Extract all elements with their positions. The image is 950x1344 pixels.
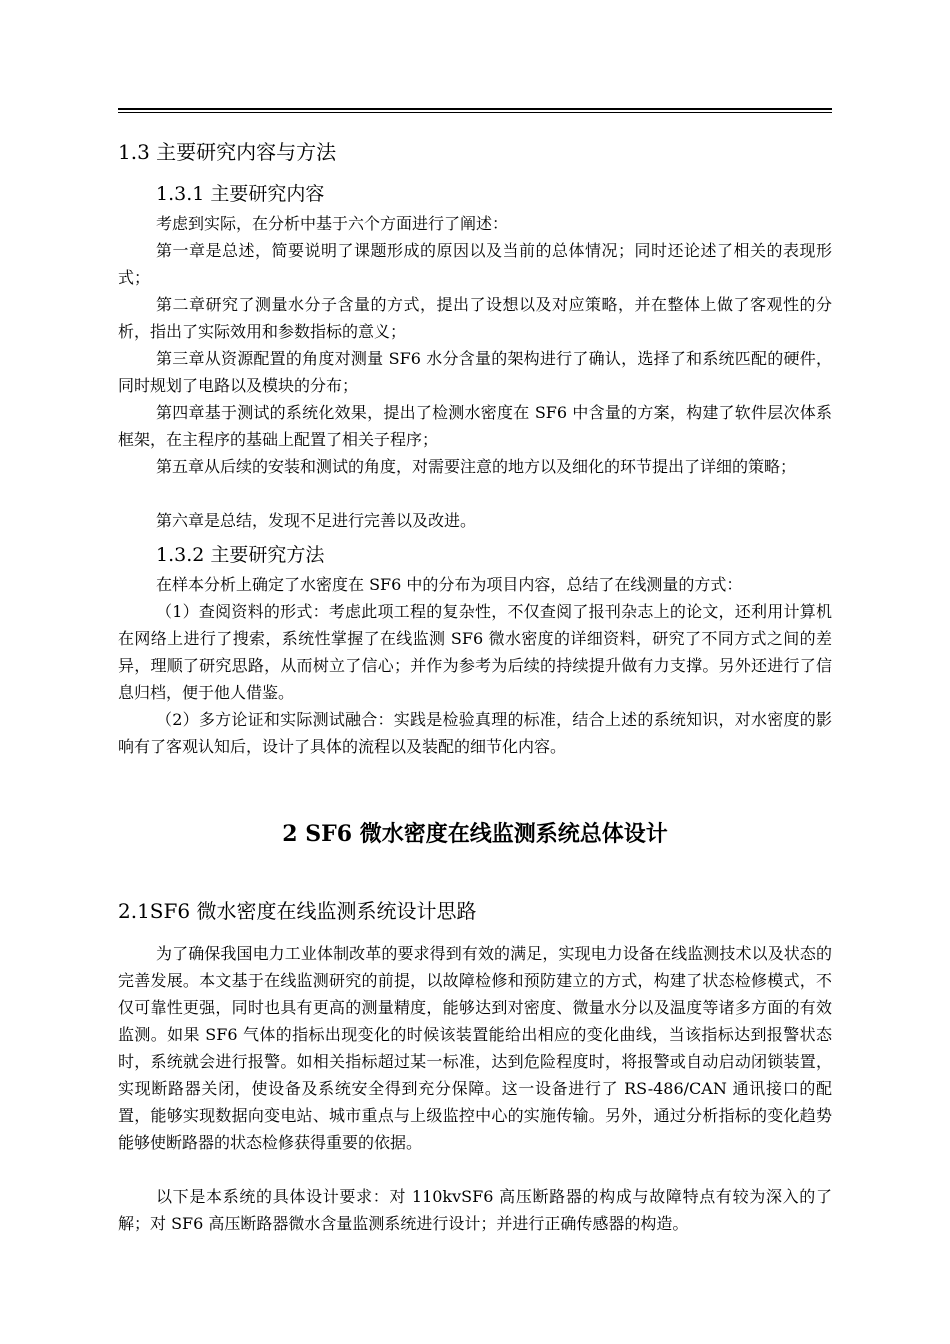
paragraph: 第四章基于测试的系统化效果，提出了检测水密度在 SF6 中含量的方案，构建了软件层次体系框架，在主程序的基础上配置了相关子程序； [118, 403, 832, 449]
paragraph: 第五章从后续的安装和测试的角度，对需要注意的地方以及细化的环节提出了详细的策略； [156, 457, 797, 476]
paragraph: 考虑到实际，在分析中基于六个方面进行了阐述： [156, 214, 509, 233]
paragraph: （2）多方论证和实际测试融合：实践是检验真理的标准，结合上述的系统知识，对水密度的影响有了客观认知后，设计了具体的流程以及装配的细节化内容。 [118, 710, 832, 756]
subsection-1-3-2-heading: 1.3.2 主要研究方法 [156, 544, 325, 566]
paragraph: 为了确保我国电力工业体制改革的要求得到有效的满足，实现电力设备在线监测技术以及状态的完善发展。本文基于在线监测研究的前提，以故障检修和预防建立的方式，构建了状态检修模式，不仅可靠性更强，同时也具有更高的测量精度，能够达到对密度、微量水分以及温度等诸多方面的有效监测。如果 SF6 气体的指标出现变化的时候该装置能给出相应的变化曲线，当该指标达到报警状态时，系统就会进行报警。如相关指标超过某一标准，达到危险程度时，将报警或自动启动闭锁装置，实现断路器关闭，使设备及系统安全得到充分保障。这一设备进行了 RS-486/CAN 通讯接口的配置，能够实现数据向变电站、城市重点与上级监控中心的实施传输。另外，通过分析指标的变化趋势能够使断路器的状态检修获得重要的依据。 [118, 944, 832, 1152]
section-2-1-heading: 2.1SF6 微水密度在线监测系统设计思路 [118, 899, 477, 923]
paragraph: 第六章是总结，发现不足进行完善以及改进。 [156, 511, 477, 530]
section-1-3-heading: 1.3 主要研究内容与方法 [118, 140, 337, 164]
subsection-1-3-1-heading: 1.3.1 主要研究内容 [156, 183, 325, 205]
header-rule-thin [118, 112, 832, 113]
paragraph: 在样本分析上确定了水密度在 SF6 中的分布为项目内容，总结了在线测量的方式： [156, 575, 743, 594]
chapter-2-title: 2 SF6 微水密度在线监测系统总体设计 [282, 821, 668, 847]
header-rule-thick [118, 108, 832, 110]
paragraph: （1）查阅资料的形式：考虑此项工程的复杂性，不仅查阅了报刊杂志上的论文，还利用计算机在网络上进行了搜索，系统性掌握了在线监测 SF6 微水密度的详细资料，研究了不同方式之间的差异，理顺了研究思路，从而树立了信心；并作为参考为后续的持续提升做有力支撑。另外还进行了信息归档，便于他人借鉴。 [118, 602, 832, 702]
paragraph: 以下是本系统的具体设计要求：对 110kvSF6 高压断路器的构成与故障特点有较为深入的了解；对 SF6 高压断路器微水含量监测系统进行设计；并进行正确传感器的构造。 [118, 1187, 832, 1233]
paragraph: 第三章从资源配置的角度对测量 SF6 水分含量的架构进行了确认，选择了和系统匹配的硬件，同时规划了电路以及模块的分布； [118, 349, 832, 395]
paragraph: 第一章是总述，简要说明了课题形成的原因以及当前的总体情况；同时还论述了相关的表现形式； [118, 241, 832, 287]
paragraph: 第二章研究了测量水分子含量的方式，提出了设想以及对应策略，并在整体上做了客观性的分析，指出了实际效用和参数指标的意义； [118, 295, 832, 341]
